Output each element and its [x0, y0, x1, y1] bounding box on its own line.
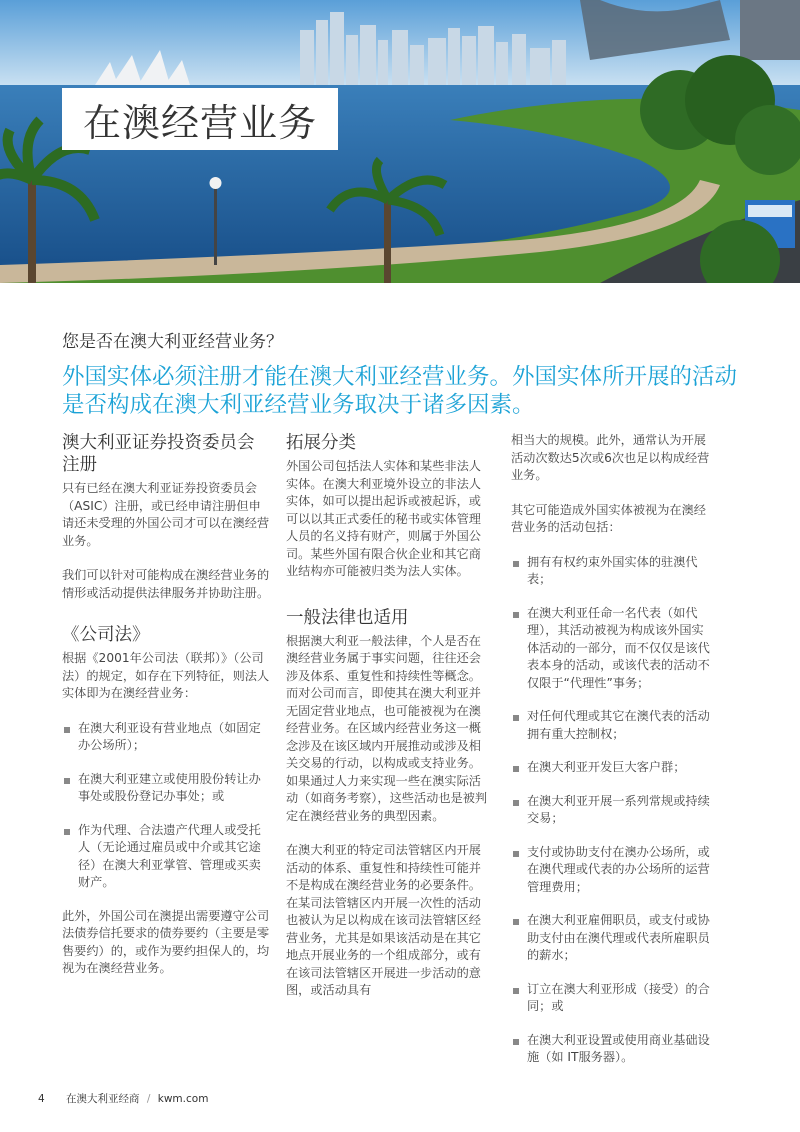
paragraph: 此外，外国公司在澳提出需要遵守公司法债券信托要求的债券要约（主要是零售要约）的，或作为要约担保人的，均视为在澳经营业务。 [62, 908, 270, 975]
bullet-list [511, 554, 715, 1067]
list-item: 在澳大利亚雇佣职员，或支付或协助支付由在澳代理或代表所雇职员的薪水； [511, 912, 715, 965]
page-footer [38, 1091, 208, 1106]
list-item: 在澳大利亚设有营业地点（如固定办公场所）； [62, 720, 270, 755]
publication-name: 在澳大利亚经商 [66, 1093, 140, 1105]
paragraph: 其它可能造成外国实体被视为在澳经营业务的活动包括： [511, 502, 706, 534]
paragraph: 在澳大利亚的特定司法管辖区内开展活动的体系、重复性和持续性可能并不是构成在澳经营业务的必要条件。在某司法管辖区内开展一次性的活动也被认为足以构成在该司法管辖区经营业务，尤其是如果该活动是在其它地点开展业务的一个组成部分，或有在该司法管辖区开展进一步活动的意图，或活动具有 [286, 843, 481, 997]
paragraph: 只有已经在澳大利亚证券投资委员会（ASIC）注册，或已经申请注册但申请还未受理的外国公司才可以在澳经营业务。 [62, 481, 270, 548]
list-item: 在澳大利亚建立或使用股份转让办事处或股份登记办事处；或 [62, 771, 270, 806]
paragraph: 根据《2001年公司法（联邦）》（公司法）的规定，如存在下列特征，则法人实体即为在澳经营业务： [62, 651, 270, 700]
column-2 [286, 432, 492, 1000]
heading-extended-classification: 拓展分类 [286, 433, 356, 453]
list-item: 作为代理、合法遗产代理人或受托人（无论通过雇员或中介或其它途径）在澳大利亚掌管、管理或买卖财产。 [62, 822, 270, 892]
paragraph: 根据澳大利亚一般法律，个人是否在澳经营业务属于事实问题，往往还会涉及体系、重复性和持续性等概念。 而对公司而言，即使其在澳大利亚并无固定营业地点，也可能被视为在澳经营业务。在区域内经营业务这一概念涉及在该区域内开展推动或涉及相关交易的行动，以构成或支持业务。如果通过人力来实现一些在澳实际活动（如商务考察），这些活动也是被判定在澳经营业务的典型因素。 [286, 633, 488, 823]
lamp-post [214, 185, 217, 265]
footer-separator: / [146, 1093, 151, 1105]
page-number: 4 [38, 1093, 45, 1105]
list-item: 订立在澳大利亚形成（接受）的合同；或 [511, 981, 715, 1016]
heading-general-law: 一般法律也适用 [286, 607, 409, 628]
list-item: 在澳大利亚开发巨大客户群； [511, 759, 715, 777]
paragraph: 外国公司包括法人实体和某些非法人实体。在澳大利亚境外设立的非法人实体，如可以提出起诉或被起诉，或可以以其正式委任的秘书或实体管理人员的名义持有财产，则属于外国公司。某些外国有限合伙企业和其它商业结构亦可能被归类为法人实体。 [286, 459, 481, 578]
paragraph: 我们可以针对可能构成在澳经营业务的情形或活动提供法律服务并协助注册。 [62, 568, 270, 600]
list-item: 对任何代理或其它在澳代表的活动拥有重大控制权； [511, 708, 715, 743]
column-3 [511, 432, 715, 1083]
page-title: 在澳经营业务 [82, 100, 317, 145]
column-1 [62, 432, 270, 978]
list-item: 在澳大利亚任命一名代表（如代理），其活动被视为构成该外国实体活动的一部分，而不仅仅是该代表本身的活动，或该代表的活动不仅限于“代理性”事务； [511, 605, 715, 693]
lead-paragraph: 外国实体必须注册才能在澳大利亚经营业务。外国实体所开展的活动是否构成在澳大利亚经营业务取决于诸多因素。 [62, 364, 738, 418]
heading-asic-registration: 澳大利亚证券投资委员会注册 [62, 433, 255, 475]
bullet-list [62, 720, 270, 892]
list-item: 拥有有权约束外国实体的驻澳代表； [511, 554, 715, 589]
list-item: 在澳大利亚设置或使用商业基础设施（如 IT服务器）。 [511, 1032, 715, 1067]
list-item: 支付或协助支付在澳办公场所，或在澳代理或代表的办公场所的运营管理费用； [511, 844, 715, 897]
list-item: 在澳大利亚开展一系列常规或持续交易； [511, 793, 715, 828]
section-question: 您是否在澳大利亚经营业务？ [62, 332, 283, 352]
page-title-box [62, 88, 338, 150]
heading-corporations-act: 《公司法》 [62, 625, 150, 645]
paragraph: 相当大的规模。此外，通常认为开展活动次数达5次或6次也足以构成经营业务。 [511, 433, 710, 482]
site-link[interactable]: kwm.com [157, 1093, 209, 1105]
